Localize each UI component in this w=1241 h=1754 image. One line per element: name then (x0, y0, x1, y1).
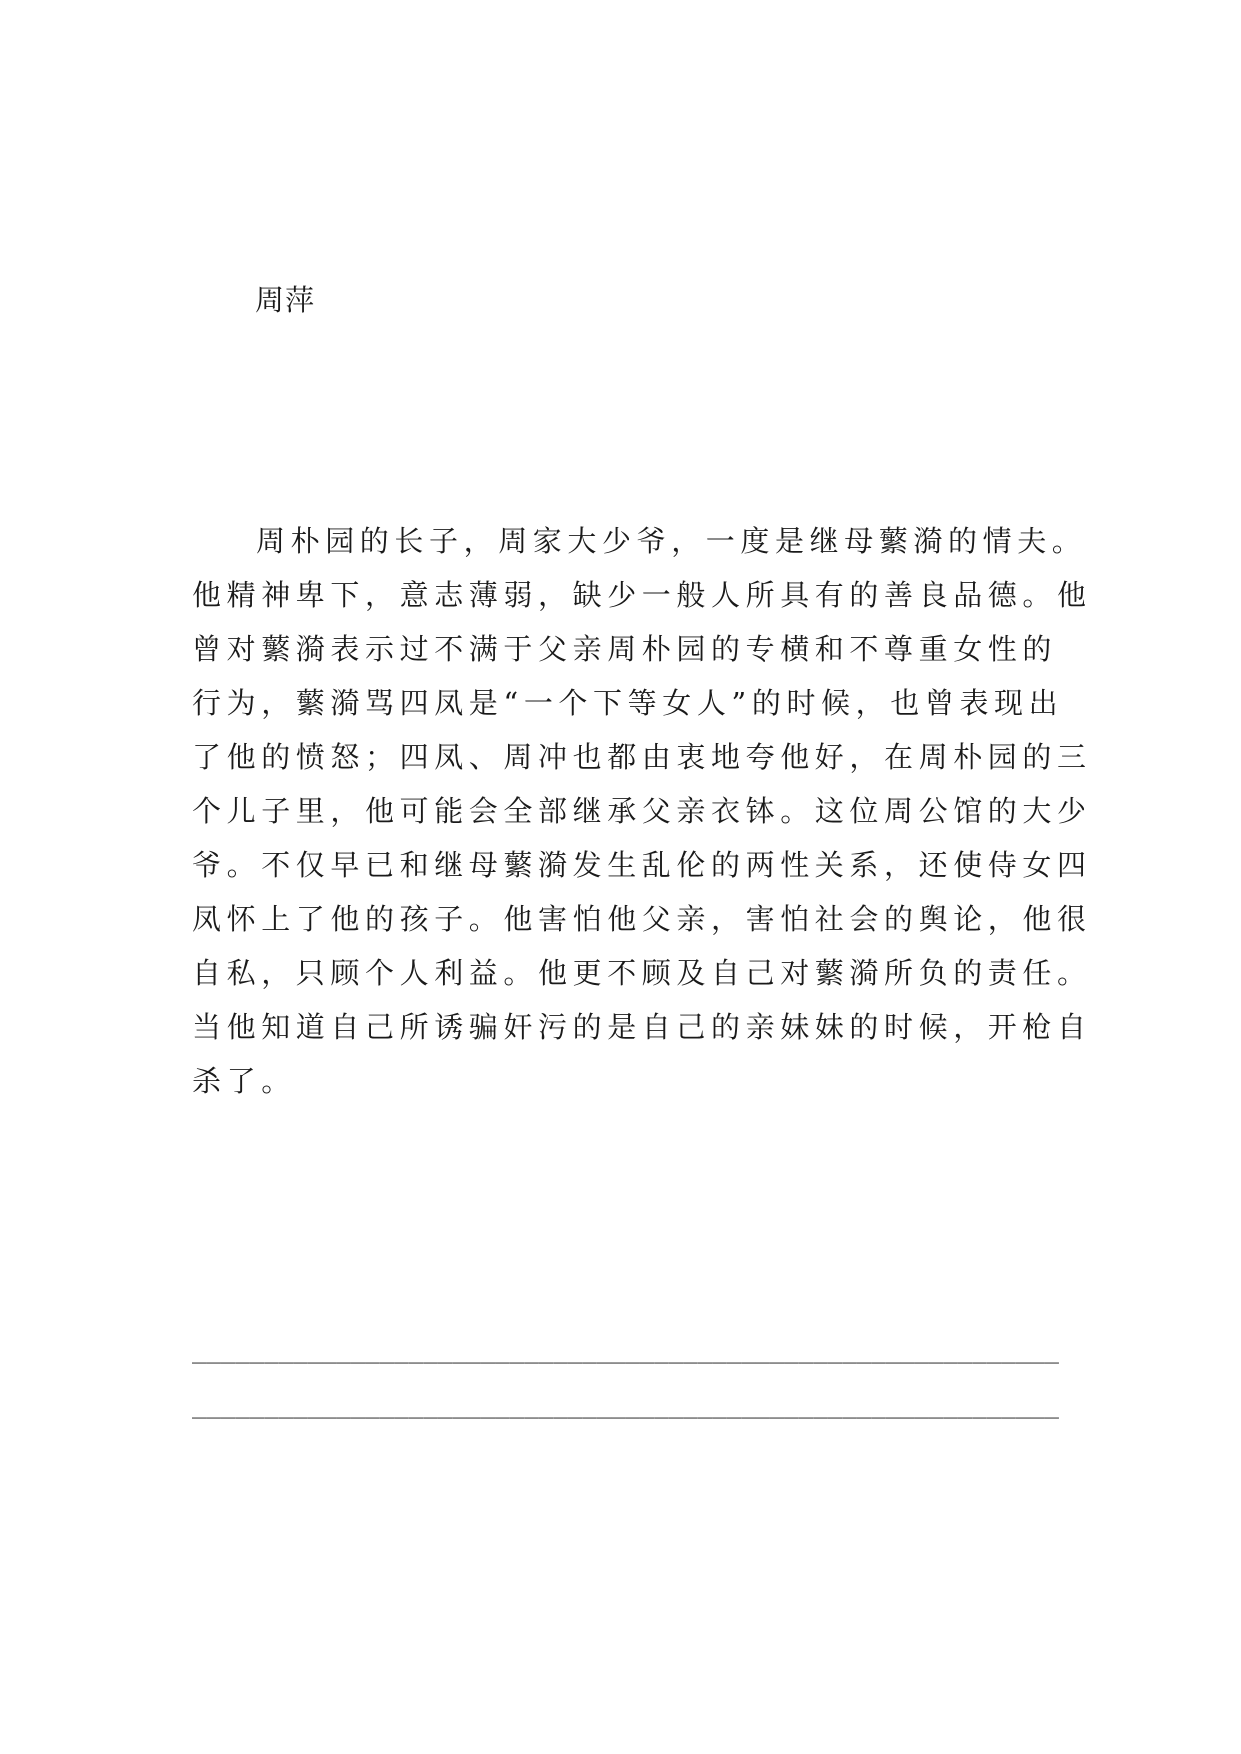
paragraph-line: 他精神卑下，意志薄弱，缺少一般人所具有的善良品德。他 (192, 578, 1092, 612)
section-heading: 周萍 (255, 283, 316, 317)
paragraph-line: 凤怀上了他的孩子。他害怕他父亲，害怕社会的舆论，他很 (192, 902, 1092, 936)
paragraph-line: 爷。不仅早已和继母蘩漪发生乱伦的两性关系，还使侍女四 (192, 848, 1092, 882)
paragraph-line: 个儿子里，他可能会全部继承父亲衣钵。这位周公馆的大少 (192, 794, 1092, 828)
paragraph-line: 行为，蘩漪骂四凤是“一个下等女人”的时候，也曾表现出 (192, 686, 1064, 720)
paragraph-line: 自私，只顾个人利益。他更不顾及自己对蘩漪所负的责任。 (192, 956, 1092, 990)
underscore-rule: ____________________________________________________________ (192, 1336, 1059, 1364)
body-paragraph (192, 514, 1092, 1108)
paragraph-line: 周朴园的长子，周家大少爷，一度是继母蘩漪的情夫。 (256, 524, 1087, 558)
paragraph-line: 杀了。 (192, 1064, 296, 1098)
paragraph-line: 了他的愤怒；四凤、周冲也都由衷地夸他好，在周朴园的三 (192, 740, 1092, 774)
paragraph-line: 曾对蘩漪表示过不满于父亲周朴园的专横和不尊重女性的 (192, 632, 1058, 666)
underscore-rule: ____________________________________________________________ (192, 1391, 1059, 1419)
paragraph-line: 当他知道自己所诱骗奸污的是自己的亲妹妹的时候，开枪自 (192, 1010, 1092, 1044)
